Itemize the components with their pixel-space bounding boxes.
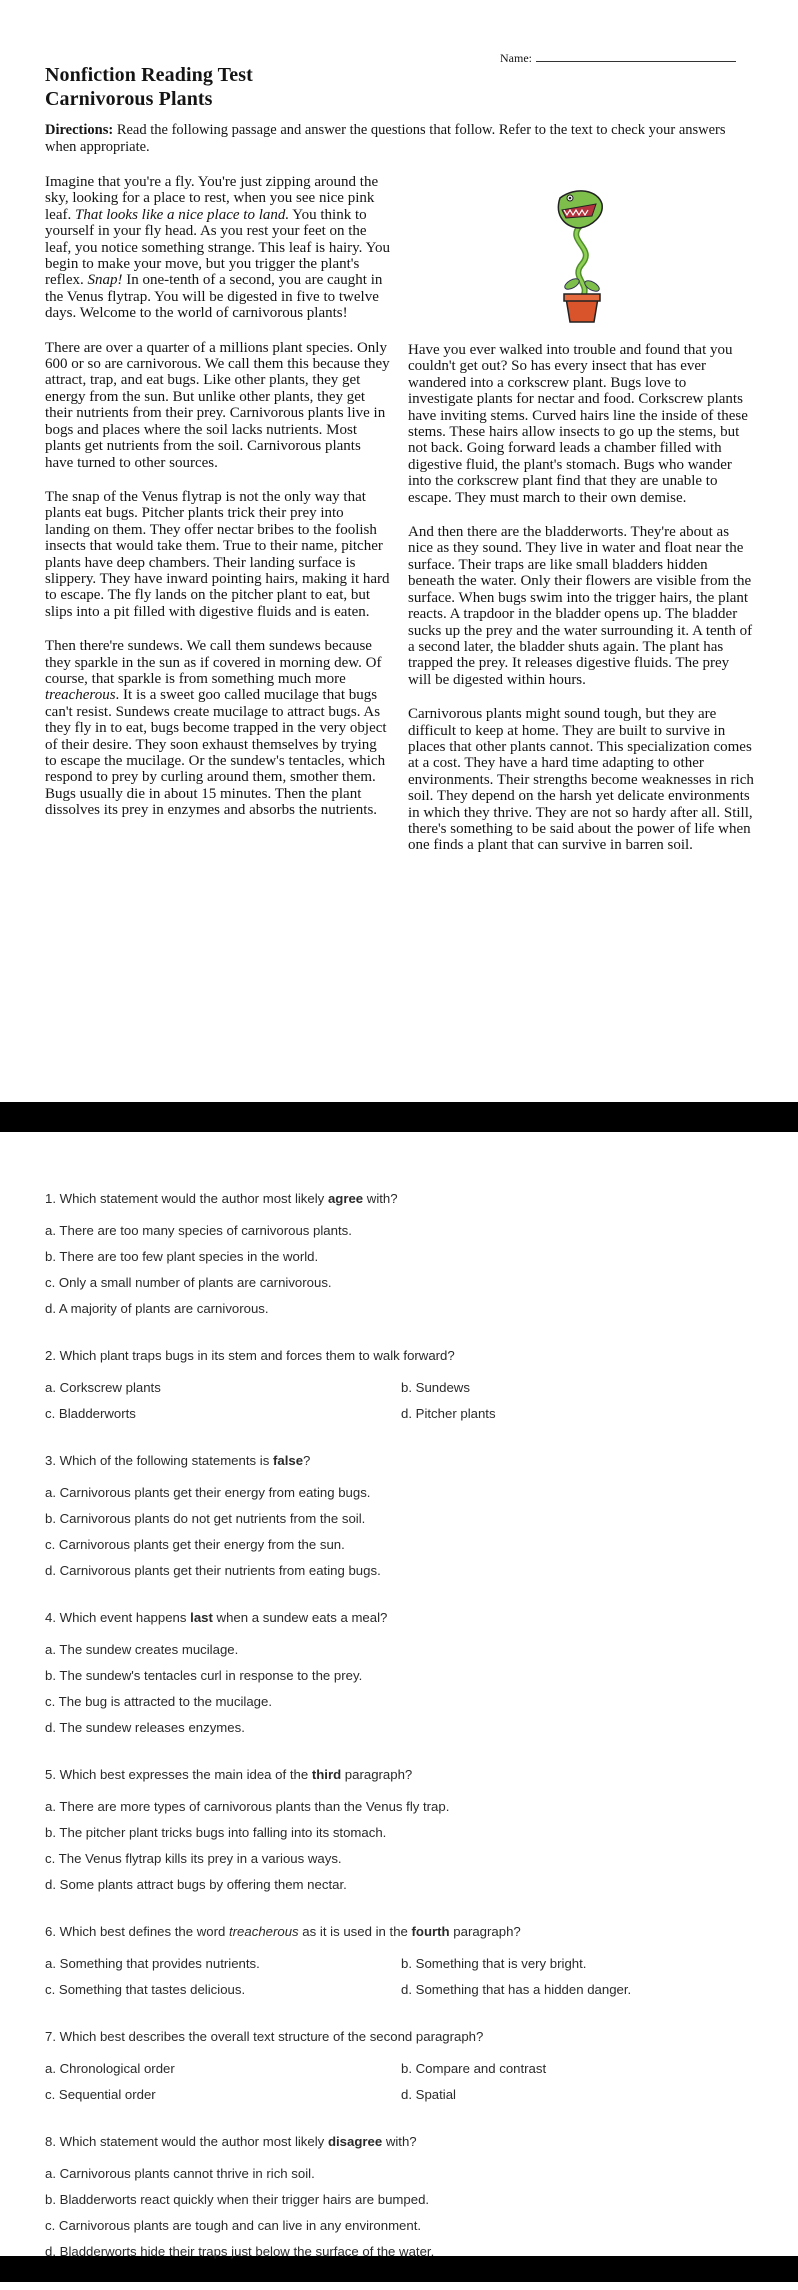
passage-left-column	[45, 174, 390, 837]
answer-option[interactable]: a. Chronological order	[45, 2061, 175, 2076]
answer-option[interactable]: b. Bladderworts react quickly when their trigger hairs are bumped.	[45, 2192, 430, 2207]
question-4	[45, 1609, 765, 1745]
answer-option[interactable]: d. Spatial	[401, 2087, 456, 2102]
paragraph-5: Have you ever walked into trouble and found that you couldn't get out? So has every insect that has ever wandered into a corkscrew plant. Bugs love to investigate plants for nectar and food. Corkscrew plants have inviting stems. Curved hairs line the inside of these stems. These hairs allow insects to go up the stems, but not back. Going forward leads a chamber filled with digestive fluid, the plant's stomach. Bugs who wander into the corkscrew plant find that they are unable to escape. They must march to their own demise.	[408, 342, 748, 506]
directions-label: Directions:	[45, 122, 114, 138]
name-label: Name:	[500, 51, 532, 65]
name-line[interactable]	[536, 51, 736, 62]
p4-text-a: Then there're sundews. We call them sundews because they sparkle in the sun as if covered in morning dew. Of course, that sparkle is from something much more	[45, 638, 382, 687]
question-stem: 8. Which statement would the author most likely disagree with?	[45, 2134, 417, 2149]
answer-option[interactable]: b. The pitcher plant tricks bugs into falling into its stomach.	[45, 1825, 387, 1840]
answer-option[interactable]: b. Something that is very bright.	[401, 1956, 587, 1971]
p1-snap: Snap!	[87, 272, 123, 289]
question-8	[45, 2133, 765, 2269]
answer-option[interactable]: a. Carnivorous plants get their energy from eating bugs.	[45, 1485, 371, 1500]
answer-row	[45, 2086, 765, 2112]
question-stem: 4. Which event happens last when a sundew eats a meal?	[45, 1610, 388, 1625]
answer-option[interactable]: b. Compare and contrast	[401, 2061, 547, 2076]
paragraph-7: Carnivorous plants might sound tough, but they are difficult to keep at home. They are built to survive in places that other plants cannot. This specialization comes at a cost. They have a hard time adapting to other environments. Their strengths become weaknesses in rich soil. They depend on the harsh yet delicate environments in which they thrive. They are not so hardy after all. Still, there's something to be said about the power of life when one finds a plant that can survive in barren soil.	[408, 706, 754, 854]
question-stem: 5. Which best expresses the main idea of the third paragraph?	[45, 1767, 413, 1782]
question-2	[45, 1347, 765, 1431]
page-title: Nonfiction Reading Test	[45, 64, 253, 86]
answer-option[interactable]: a. Corkscrew plants	[45, 1380, 161, 1395]
answer-row	[45, 1379, 765, 1405]
question-7	[45, 2028, 765, 2112]
answer-option[interactable]: b. Sundews	[401, 1380, 470, 1395]
questions-section	[45, 1190, 765, 2290]
answer-option[interactable]: c. Sequential order	[45, 2087, 156, 2102]
answer-option[interactable]: a. The sundew creates mucilage.	[45, 1642, 239, 1657]
directions-text: Read the following passage and answer the questions that follow. Refer to the text to check your answers when appropriate.	[45, 122, 726, 155]
answer-row	[45, 2060, 765, 2086]
answer-row	[45, 1981, 765, 2007]
answer-option[interactable]: b. Carnivorous plants do not get nutrients from the soil.	[45, 1511, 366, 1526]
answer-option[interactable]: a. There are too many species of carnivorous plants.	[45, 1223, 352, 1238]
answer-option[interactable]: a. There are more types of carnivorous plants than the Venus fly trap.	[45, 1799, 450, 1814]
name-field[interactable]	[500, 51, 736, 66]
directions	[45, 122, 757, 155]
answer-option[interactable]: c. The bug is attracted to the mucilage.	[45, 1694, 273, 1709]
answer-option[interactable]: b. There are too few plant species in the world.	[45, 1249, 319, 1264]
answer-option[interactable]: d. Pitcher plants	[401, 1406, 496, 1421]
p1-text-c: In one-tenth of a second, you are caught in the Venus flytrap. You will be digested in five to twelve days. Welcome to the world of carnivorous plants!	[45, 272, 383, 322]
page-subtitle: Carnivorous Plants	[45, 88, 213, 110]
answer-option[interactable]: c. Carnivorous plants get their energy from the sun.	[45, 1537, 345, 1552]
question-stem: 6. Which best defines the word treacherous as it is used in the fourth paragraph?	[45, 1924, 521, 1939]
answer-row	[45, 1955, 765, 1981]
answer-option[interactable]: d. Some plants attract bugs by offering them nectar.	[45, 1877, 347, 1892]
question-stem: 2. Which plant traps bugs in its stem and forces them to walk forward?	[45, 1348, 455, 1363]
paragraph-1	[45, 174, 390, 322]
answer-option[interactable]: c. Bladderworts	[45, 1406, 136, 1421]
question-stem: 7. Which best describes the overall text structure of the second paragraph?	[45, 2029, 484, 2044]
paragraph-3: The snap of the Venus flytrap is not the only way that plants eat bugs. Pitcher plants trick their prey into landing on them. They offer nectar bribes to the foolish insects that would take them. True to their name, pitcher plants have deep chambers. Their landing surface is slippery. They have inward pointing hairs, making it hard to escape. The fly lands on the pitcher plant to eat, but slips into a pit filled with digestive fluids and is eaten.	[45, 488, 390, 620]
question-stem: 3. Which of the following statements is false?	[45, 1453, 311, 1468]
answer-row	[45, 1405, 765, 1431]
question-6	[45, 1923, 765, 2007]
paragraph-4	[45, 638, 390, 818]
answer-option[interactable]: c. Carnivorous plants are tough and can live in any environment.	[45, 2218, 422, 2233]
answer-option[interactable]: d. A majority of plants are carnivorous.	[45, 1301, 269, 1316]
answer-option[interactable]: b. The sundew's tentacles curl in response to the prey.	[45, 1668, 363, 1683]
page-separator-bar	[0, 1102, 798, 1132]
paragraph-2: There are over a quarter of a millions plant species. Only 600 or so are carnivorous. We call them this because they attract, trap, and eat bugs. Like other plants, they get energy from the sun. But unlike other plants, they get their nutrients from their prey. Carnivorous plants live in bogs and places where the soil lacks nutrients. Most plants get nutrients from the soil. Carnivorous plants have turned to other sources.	[45, 339, 390, 471]
p1-text-a: Imagine that you're a fly. You're just zipping around the sky, looking for a place to rest, when you see nice pink leaf.	[45, 174, 379, 223]
question-1	[45, 1190, 765, 1326]
answer-option[interactable]: d. The sundew releases enzymes.	[45, 1720, 245, 1735]
answer-option[interactable]: a. Carnivorous plants cannot thrive in rich soil.	[45, 2166, 315, 2181]
p4-italic: treacherous	[45, 687, 116, 704]
paragraph-6: And then there are the bladderworts. They're about as nice as they sound. They live in water and float near the surface. Their traps are like small bladders hidden beneath the water. Only their flowers are visible from the surface. When bugs swim into the trigger hairs, the plant reacts. A trapdoor in the bladder opens up. The bladder sucks up the prey and the water surrounding it. A tenth of a second later, the bladder shuts again. The plant has trapped the prey. It releases digestive fluids. The prey will be digested within hours.	[408, 524, 753, 688]
answer-option[interactable]: d. Something that has a hidden danger.	[401, 1982, 632, 1997]
question-3	[45, 1452, 765, 1588]
question-stem: 1. Which statement would the author most likely agree with?	[45, 1191, 398, 1206]
p1-text-b: You think to yourself in your fly head. As you rest your feet on the leaf, you notice something strange. This leaf is hairy. You begin to make your move, but you trigger the plant's reflex.	[45, 206, 390, 289]
question-5	[45, 1766, 765, 1902]
passage-right-column	[408, 342, 754, 872]
answer-option[interactable]: d. Bladderworts hide their traps just below the surface of the water.	[45, 2244, 435, 2259]
answer-option[interactable]: a. Something that provides nutrients.	[45, 1956, 260, 1971]
venus-flytrap-icon	[546, 186, 616, 326]
p4-text-b: . It is a sweet goo called mucilage that bugs can't resist. Sundews create mucilage to attract bugs. As they fly in to eat, bugs become trapped in the very object of their desire. They soon exhaust themselves by trying to escape the mucilage. Or the sundew's tentacles, which respond to prey by curling around them, smother them. Bugs usually die in about 15 minutes. Then the plant dissolves its prey in enzymes and absorbs the nutrients.	[45, 687, 387, 819]
answer-option[interactable]: c. Something that tastes delicious.	[45, 1982, 246, 1997]
answer-option[interactable]: c. Only a small number of plants are carnivorous.	[45, 1275, 332, 1290]
p1-italic: That looks like a nice place to land.	[74, 206, 290, 223]
answer-option[interactable]: c. The Venus flytrap kills its prey in a various ways.	[45, 1851, 342, 1866]
answer-option[interactable]: d. Carnivorous plants get their nutrients from eating bugs.	[45, 1563, 381, 1578]
